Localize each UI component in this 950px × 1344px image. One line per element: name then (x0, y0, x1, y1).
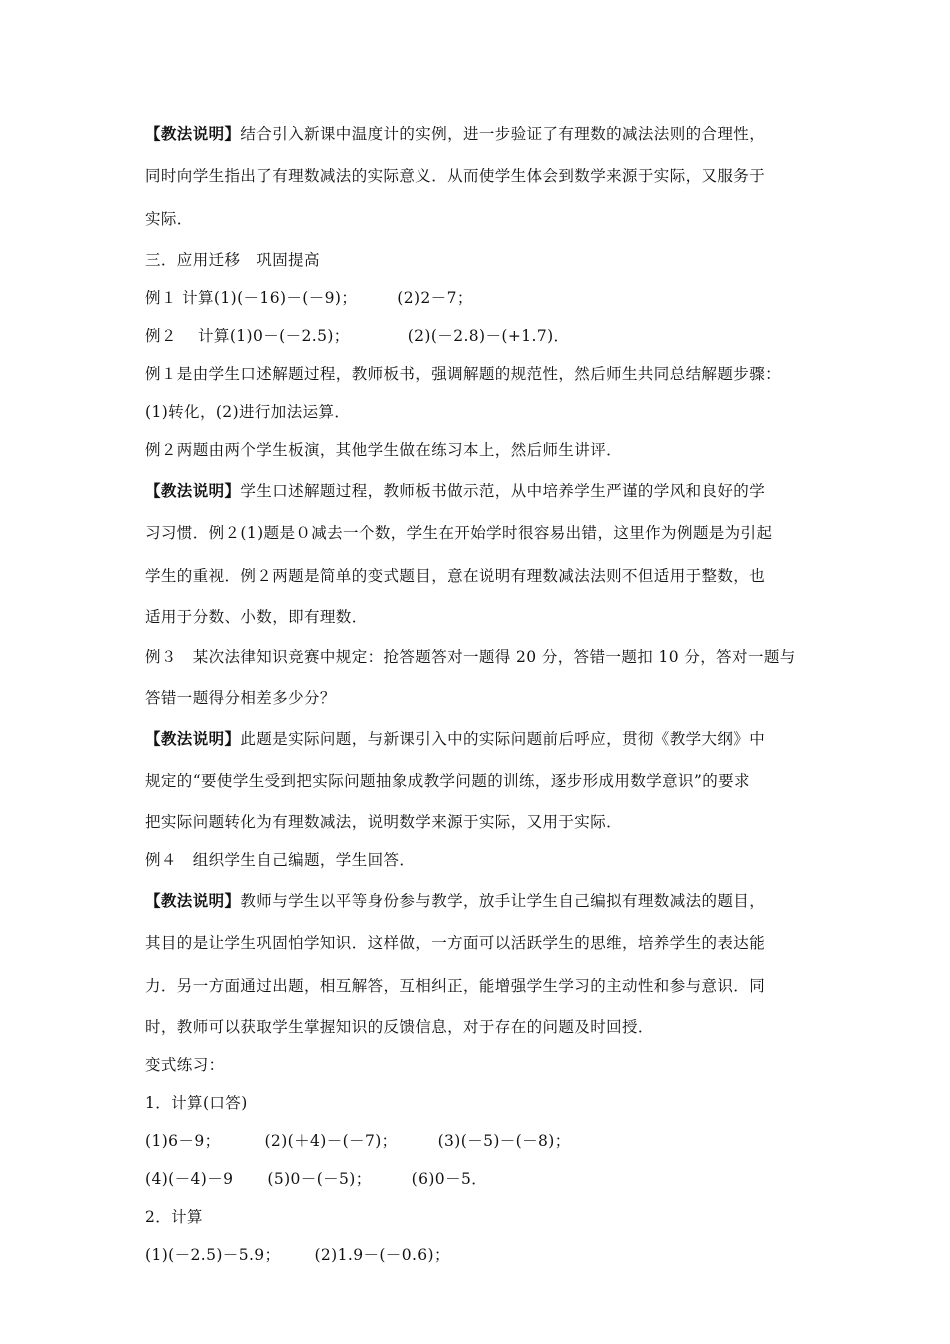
exercise-1-row-2: (4)(－4)－9 (5)0－(－5)； (6)0－5． (145, 1170, 488, 1188)
exercise-1-heading: 1．计算(口答) (145, 1094, 248, 1112)
teaching-note-2-line-1: 【教法说明】学生口述解题过程，教师板书做示范，从中培养学生严谨的学风和良好的学 (145, 481, 766, 500)
teaching-note-3-line-1: 【教法说明】此题是实际问题，与新课引入中的实际问题前后呼应，贯彻《教学大纲》中 (145, 729, 766, 748)
teaching-note-1-line-1: 【教法说明】结合引入新课中温度计的实例，进一步验证了有理数的减法法则的合理性， (145, 124, 766, 143)
example-3-line-1: 例３ 某次法律知识竞赛中规定：抢答题答对一题得 20 分，答错一题扣 10 分，答对一题与 (145, 648, 796, 666)
teaching-note-3-line-2: 规定的“要使学生受到把实际问题抽象成教学问题的训练，逐步形成用数学意识”的要求 (145, 772, 750, 790)
section-heading: 三．应用迁移 巩固提高 (145, 251, 320, 269)
document-body (145, 112, 825, 1274)
example-3-line-2: 答错一题得分相差多少分？ (145, 689, 336, 707)
teaching-note-label: 【教法说明】 (145, 891, 241, 910)
teaching-note-label: 【教法说明】 (145, 729, 241, 748)
teaching-note-2-line-2: 习习惯．例２(1)题是０减去一个数，学生在开始学时很容易出错，这里作为例题是为引起 (145, 524, 773, 542)
teaching-note-4-line-1: 【教法说明】教师与学生以平等身份参与教学，放手让学生自己编拟有理数减法的题目， (145, 891, 766, 910)
example-1: 例１ 计算(1)(－16)－(－9)； (2)2－7； (145, 289, 473, 307)
teaching-note-2-line-3: 学生的重视．例２两题是简单的变式题目，意在说明有理数减法法则不但适用于整数，也 (145, 567, 766, 585)
teaching-note-4-line-2: 其目的是让学生巩固怕学知识．这样做，一方面可以活跃学生的思维，培养学生的表达能 (145, 934, 766, 952)
exercise-2-row-1: (1)(－2.5)－5.9； (2)1.9－(－0.6)； (145, 1246, 450, 1264)
teaching-note-label: 【教法说明】 (145, 481, 241, 500)
teaching-note-4-line-3: 力．另一方面通过出题，相互解答，互相纠正，能增强学生学习的主动性和参与意识．同 (145, 977, 766, 995)
teaching-note-label: 【教法说明】 (145, 124, 241, 143)
teaching-note-4-line-4: 时，教师可以获取学生掌握知识的反馈信息，对于存在的问题及时回授． (145, 1018, 654, 1036)
example-1-explanation-line-2: (1)转化，(2)进行加法运算． (145, 403, 351, 421)
teaching-note-2-line-4: 适用于分数、小数，即有理数． (145, 608, 368, 626)
variant-exercises-heading: 变式练习： (145, 1056, 225, 1074)
example-2-explanation: 例２两题由两个学生板演，其他学生做在练习本上，然后师生讲评． (145, 441, 623, 459)
example-1-explanation-line-1: 例１是由学生口述解题过程，教师板书，强调解题的规范性，然后师生共同总结解题步骤： (145, 365, 782, 383)
exercise-1-row-1: (1)6－9； (2)(＋4)－(－7)； (3)(－5)－(－8)； (145, 1132, 571, 1150)
example-2: 例２ 计算(1)0－(－2.5)； (2)(－2.8)－(+1.7)． (145, 327, 570, 345)
exercise-2-heading: 2．计算 (145, 1208, 203, 1226)
teaching-note-1-line-2: 同时向学生指出了有理数减法的实际意义．从而使学生体会到数学来源于实际，又服务于 (145, 167, 766, 185)
teaching-note-1-line-3: 实际． (145, 210, 193, 228)
teaching-note-3-line-3: 把实际问题转化为有理数减法，说明数学来源于实际，又用于实际． (145, 813, 623, 831)
example-4: 例４ 组织学生自己编题，学生回答． (145, 851, 416, 869)
